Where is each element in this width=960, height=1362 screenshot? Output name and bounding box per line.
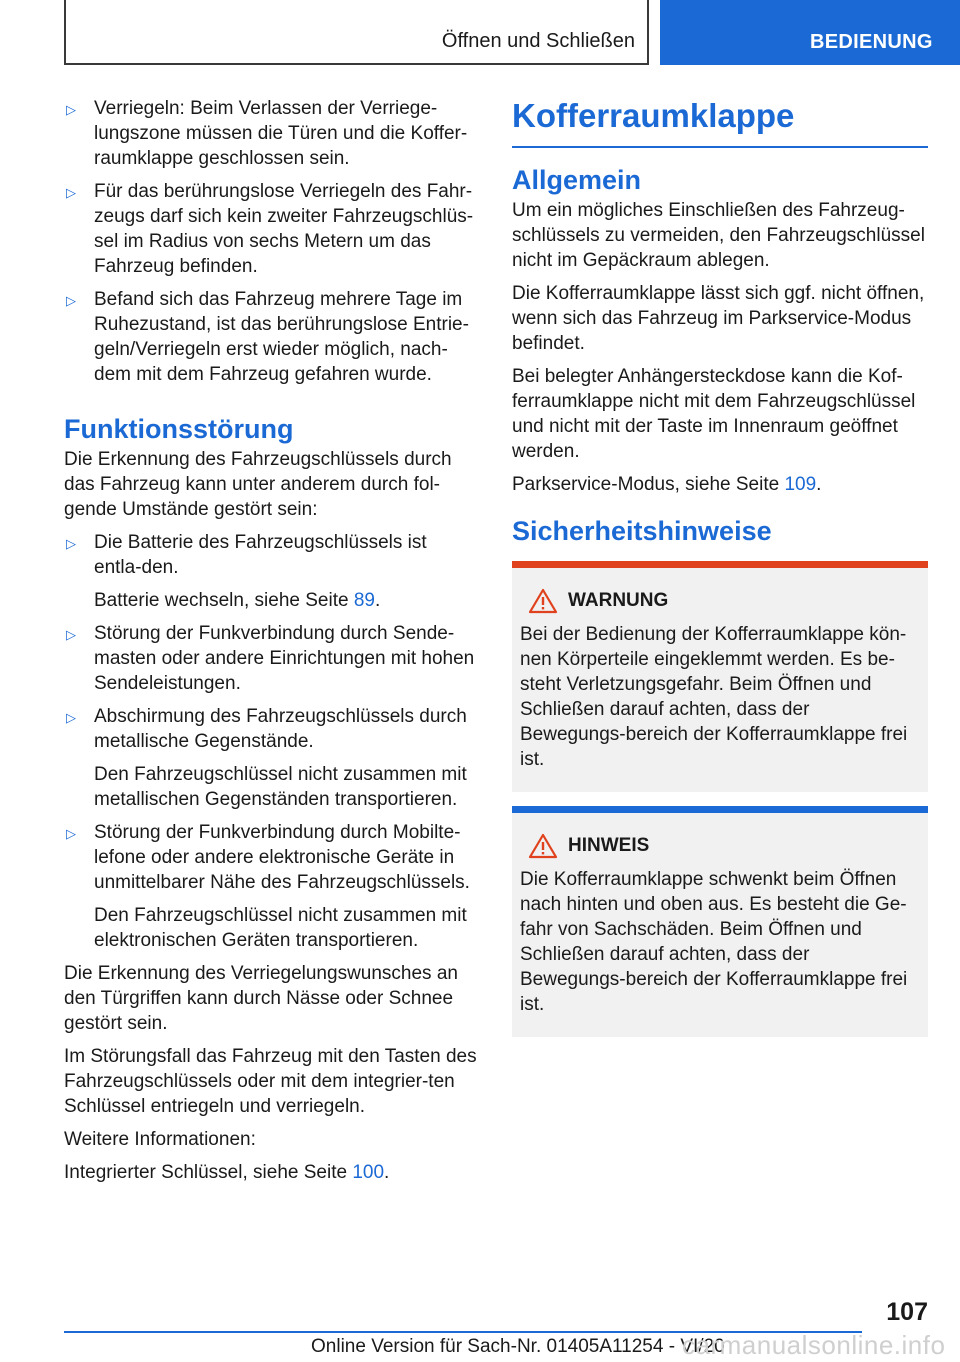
page-link-100[interactable]: 100 bbox=[352, 1162, 385, 1183]
warning-box bbox=[512, 561, 928, 792]
left-column bbox=[64, 96, 478, 1193]
triangle-bullet-icon: ▷ bbox=[66, 627, 76, 642]
warning-text: Bei der Bedienung der Kofferraumklappe kön-nen Körperteile eingeklemmt werden. Es be-steht Verletzungsgefahr. Beim Öffnen und Schließen darauf achten, dass der Bewegungs-bereich der Kofferraumklappe frei ist. bbox=[520, 624, 908, 770]
list-item-text: Störung der Funkverbindung durch Sende-masten oder andere Einrichtungen mit hohen Sendeleistungen. bbox=[94, 623, 475, 694]
paragraph: Integrierter Schlüssel, siehe Seite 100. bbox=[64, 1162, 390, 1183]
paragraph: Bei belegter Anhängersteckdose kann die Kof-ferraumklappe nicht mit dem Fahrzeugschlüssel und nicht mit der Taste im Innenraum geöffnet werden. bbox=[512, 366, 916, 462]
watermark: carmanualsonline.info bbox=[682, 1330, 946, 1360]
notice-header bbox=[520, 833, 920, 859]
triangle-bullet-icon: ▷ bbox=[66, 536, 76, 551]
paragraph: Die Erkennung des Verriegelungswunsches an den Türgriffen kann durch Nässe oder Schnee gestört sein. bbox=[64, 963, 458, 1034]
list-item bbox=[64, 287, 478, 387]
list-item-text: Abschirmung des Fahrzeugschlüssels durch metallische Gegenstände. bbox=[94, 706, 467, 752]
list-sub-paragraph: Den Fahrzeugschlüssel nicht zusammen mit elektronischen Geräten transportieren. bbox=[94, 905, 467, 951]
warning-header bbox=[520, 588, 920, 614]
triangle-bullet-icon: ▷ bbox=[66, 710, 76, 725]
page-number: 107 bbox=[886, 1298, 928, 1326]
list-sub-paragraph: Batterie wechseln, siehe Seite 89. bbox=[94, 590, 381, 611]
list-item-text: Verriegeln: Beim Verlassen der Verriege-lungszone müssen die Türen und die Koffer-raumklappe geschlossen sein. bbox=[94, 98, 468, 169]
section-heading-allgemein: Allgemein bbox=[512, 165, 642, 195]
list-sub-paragraph: Den Fahrzeugschlüssel nicht zusammen mit metallischen Gegenständen transportieren. bbox=[94, 764, 467, 810]
triangle-bullet-icon: ▷ bbox=[66, 293, 76, 308]
paragraph: Parkservice-Modus, siehe Seite 109. bbox=[512, 474, 822, 495]
notice-label: HINWEIS bbox=[568, 835, 650, 856]
triangle-bullet-icon: ▷ bbox=[66, 826, 76, 841]
header-chapter-box bbox=[64, 0, 649, 65]
paragraph: Die Kofferraumklappe lässt sich ggf. nicht öffnen, wenn sich das Fahrzeug im Parkservice-Modus befindet. bbox=[512, 283, 925, 354]
page-link-109[interactable]: 109 bbox=[784, 474, 817, 495]
paragraph-text: Integrierter Schlüssel, siehe Seite bbox=[64, 1162, 353, 1183]
paragraph: Weitere Informationen: bbox=[64, 1129, 256, 1150]
list-item bbox=[64, 621, 478, 696]
notice-box bbox=[512, 806, 928, 1037]
list-item bbox=[64, 96, 478, 171]
triangle-bullet-icon: ▷ bbox=[66, 102, 76, 117]
online-version-note: Online Version für Sach-Nr. 01405A11254 - VI/20 bbox=[311, 1336, 725, 1357]
paragraph: Im Störungsfall das Fahrzeug mit den Tasten des Fahrzeugschlüssels oder mit dem integrier-ten Schlüssel entriegeln und verriegeln. bbox=[64, 1046, 477, 1117]
page-link-89[interactable]: 89 bbox=[353, 590, 375, 611]
list-item bbox=[64, 704, 478, 754]
warning-triangle-icon bbox=[528, 588, 558, 614]
list-item bbox=[64, 179, 478, 279]
right-column bbox=[512, 96, 928, 1037]
header-section-tab bbox=[660, 0, 960, 65]
section-heading-sicherheitshinweise: Sicherheitshinweise bbox=[512, 516, 772, 546]
list-item-text: Für das berührungslose Verriegeln des Fahr-zeugs darf sich kein zweiter Fahrzeugschlüs-sel im Radius von sechs Metern um das Fahrzeug befinden. bbox=[94, 181, 474, 277]
section-label: BEDIENUNG bbox=[810, 31, 933, 53]
list-item bbox=[64, 820, 478, 895]
chapter-title: Öffnen und Schließen bbox=[441, 30, 635, 52]
paragraph-text: Parkservice-Modus, siehe Seite bbox=[512, 474, 785, 495]
section-heading-funktionsstoerung: Funktionsstörung bbox=[64, 414, 294, 444]
list-item-text: Die Batterie des Fahrzeugschlüssels ist entla-den. bbox=[94, 532, 427, 578]
warning-label: WARNUNG bbox=[568, 590, 669, 611]
sub-text: Batterie wechseln, siehe Seite bbox=[94, 590, 354, 611]
list-item-text: Störung der Funkverbindung durch Mobilte-lefone oder andere elektronische Geräte in unmittelbarer Nähe des Fahrzeugschlüssels. bbox=[94, 822, 470, 893]
warning-triangle-icon bbox=[528, 833, 558, 859]
paragraph: Um ein mögliches Einschließen des Fahrzeug-schlüssels zu vermeiden, den Fahrzeugschlüssel nicht im Gepäckraum ablegen. bbox=[512, 200, 925, 271]
list-item-text: Befand sich das Fahrzeug mehrere Tage im Ruhezustand, ist das berührungslose Entrie-geln/Verriegeln erst wieder möglich, nach-dem mit dem Fahrzeug gefahren wurde. bbox=[94, 289, 469, 385]
notice-text: Die Kofferraumklappe schwenkt beim Öffnen nach hinten und oben aus. Es besteht die Ge-fahr von Sachschäden. Beim Öffnen und Schließen darauf achten, dass der Bewegungs-bereich der Kofferraumklappe frei ist. bbox=[520, 869, 908, 1015]
page-title: Kofferraumklappe bbox=[512, 96, 928, 148]
paragraph: Die Erkennung des Fahrzeugschlüssels durch das Fahrzeug kann unter anderem durch fol-gende Umstände gestört sein: bbox=[64, 449, 452, 520]
triangle-bullet-icon: ▷ bbox=[66, 185, 76, 200]
list-item bbox=[64, 530, 478, 580]
